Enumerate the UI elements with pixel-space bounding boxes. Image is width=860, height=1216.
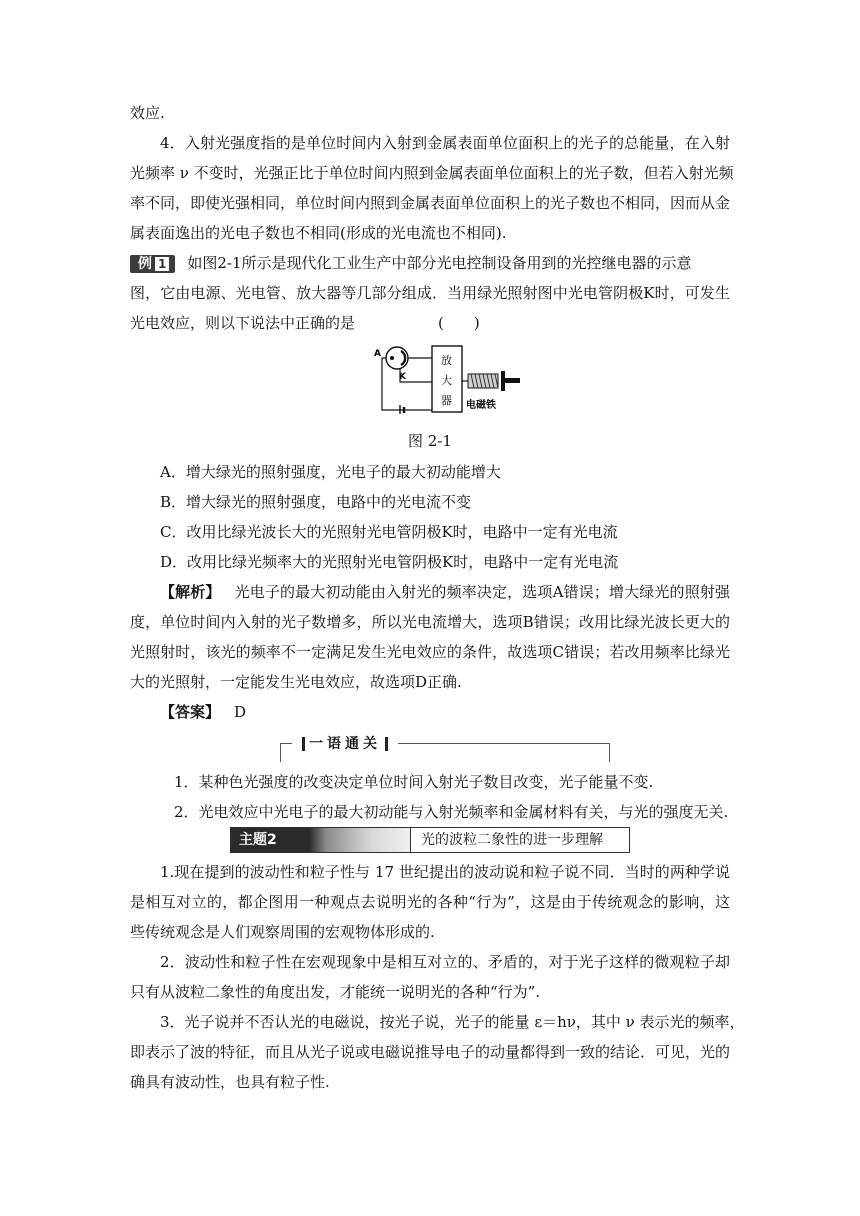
point-3-line-3: 确具有波动性，也具有粒子性. <box>130 1073 330 1091</box>
analysis-line-4: 大的光照射，一定能发生光电效应，故选项D正确. <box>130 673 462 691</box>
summary-line-2: 2．光电效应中光电子的最大初动能与入射光频率和金属材料有关，与光的强度无关. <box>174 803 729 821</box>
anode-label: A <box>374 349 381 359</box>
point-1-line-2: 是相互对立的，都企图用一种观点去说明光的各种“行为”，这是由于传统观念的影响，这 <box>130 893 730 911</box>
summary-label: 一语通关 <box>292 735 398 753</box>
option-a: A．增大绿光的照射强度，光电子的最大初动能增大 <box>160 463 501 481</box>
option-d: D．改用比绿光频率大的光照射光电管阴极K时，电路中一定有光电流 <box>160 553 619 571</box>
point-3-line-1: 3．光子说并不否认光的电磁说，按光子说，光子的能量 ε＝hν，其中 ν 表示光的频率， <box>160 1013 745 1031</box>
photoelectric-relay-figure <box>370 342 520 414</box>
amplifier-char-2: 大 <box>441 374 452 387</box>
electromagnet-label: 电磁铁 <box>466 400 496 411</box>
option-b: B．增大绿光的照射强度，电路中的光电流不变 <box>160 493 472 511</box>
amplifier-char-3: 器 <box>441 394 452 407</box>
point-2-line-1: 2．波动性和粒子性在宏观现象中是相互对立的、矛盾的，对于光子这样的微观粒子却 <box>160 953 730 971</box>
point-2-line-2: 只有从波粒二象性的角度出发，才能统一说明光的各种“行为”. <box>130 983 541 1001</box>
paragraph-4-line-1: 4．入射光强度指的是单位时间内入射到金属表面单位面积上的光子的总能量，在入射 <box>160 134 730 152</box>
option-c: C．改用比绿光波长大的光照射光电管阴极K时，电路中一定有光电流 <box>160 523 618 541</box>
topic-header <box>230 827 630 853</box>
summary-line-1: 1．某种色光强度的改变决定单位时间入射光子数目改变，光子能量不变. <box>174 773 654 791</box>
answer-line <box>130 697 730 727</box>
answer-label: 【答案】 <box>160 703 221 721</box>
text-line: 效应. <box>130 104 165 122</box>
analysis-line-1: 【解析】 光电子的最大初动能由入射光的频率决定，选项A错误；增大绿光的照射强 <box>160 583 730 601</box>
topic-title: 光的波粒二象性的进一步理解 <box>421 832 603 848</box>
paragraph-4-line-4: 属表面逸出的光电子数也不相同(形成的光电流也不相同). <box>130 224 507 242</box>
analysis-label: 【解析】 <box>160 583 221 601</box>
summary-box-header <box>280 735 610 761</box>
paragraph-4-line-3: 率不同，即使光强相同，单位时间内照到金属表面单位面积上的光子数也不相同，因而从金 <box>130 194 731 212</box>
analysis-line-3: 光照射时，该光的频率不一定满足发生光电效应的条件，故选项C错误；若改用频率比绿光 <box>130 643 730 661</box>
cathode-label: K <box>399 372 406 382</box>
answer-parentheses: ( ) <box>438 314 480 332</box>
point-1-line-1: 1.现在提到的波动性和粒子性与 17 世纪提出的波动说和粒子说不同．当时的两种学说 <box>160 863 730 881</box>
example-badge: 例 1 <box>130 255 175 273</box>
paragraph-4-line-2: 光频率 ν 不变时，光强正比于单位时间内照到金属表面单位面积上的光子数，但若入射光频 <box>130 164 734 182</box>
point-1-line-3: 些传统观念是人们观察周围的宏观物体形成的. <box>130 923 435 941</box>
point-3-line-2: 即表示了波的特征，而且从光子说或电磁说推导电子的动量都得到一致的结论．可见，光的 <box>130 1043 731 1061</box>
example-line-1: 例 1 如图2-1所示是现代化工业生产中部分光电控制设备用到的光控继电器的示意 <box>130 248 730 278</box>
example-line-2: 图，它由电源、光电管、放大器等几部分组成．当用绿光照射图中光电管阴极K时，可发生 <box>130 284 730 302</box>
amplifier-char-1: 放 <box>441 354 452 367</box>
answer-value: D <box>234 703 247 721</box>
topic-tag: 主题2 <box>231 828 410 852</box>
analysis-line-2: 度，单位时间内入射的光子数增多，所以光电流增大，选项B错误；改用比绿光波长更大的 <box>130 613 730 631</box>
figure-caption: 图 2-1 <box>408 432 452 450</box>
example-line-3: 光电效应，则以下说法中正确的是 ( ) <box>130 308 730 338</box>
